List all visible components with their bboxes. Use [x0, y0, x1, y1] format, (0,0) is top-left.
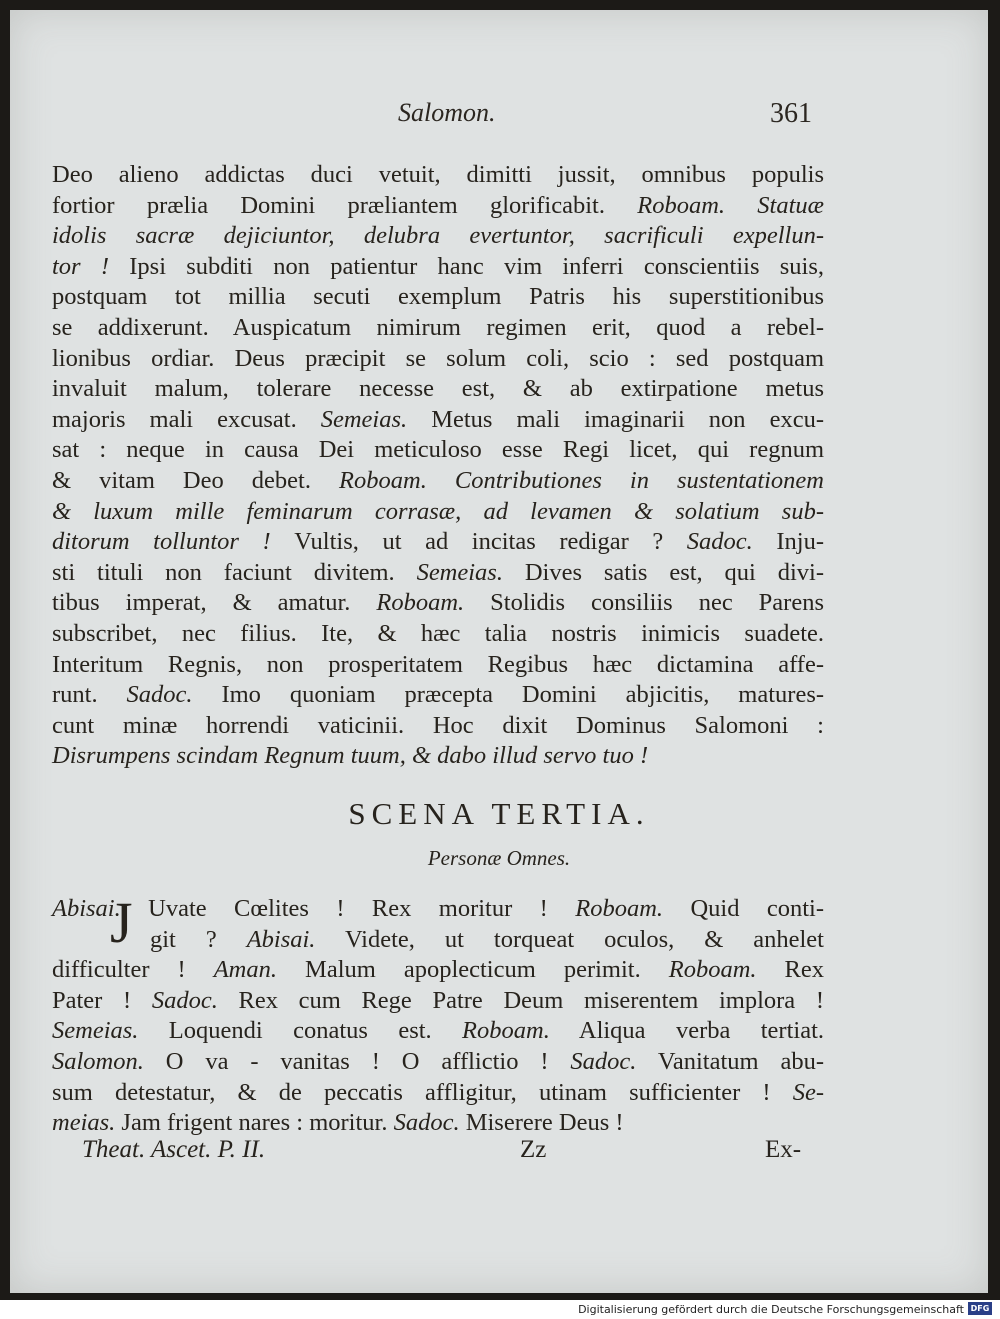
text-line [52, 344, 824, 375]
italic-segment: Sadoc. [126, 681, 193, 709]
italic-segment: Sadoc. [686, 528, 753, 556]
text-line [52, 1108, 824, 1139]
text-segment: Inju- [752, 528, 825, 556]
text-line [52, 650, 824, 681]
text-segment: Loquendi conatus est. [138, 1017, 463, 1045]
italic-segment: Roboam. [376, 589, 465, 617]
text-segment: majoris mali excusat. [52, 405, 321, 433]
text-line [52, 680, 824, 711]
text-segment: runt. [52, 681, 127, 709]
text-line [52, 435, 824, 466]
text-segment: tibus imperat, & amatur. [52, 589, 377, 617]
text-segment: Metus mali imaginarii non excu- [407, 405, 824, 433]
italic-segment: tor ! [52, 252, 130, 280]
text-line [52, 191, 824, 222]
text-segment: O va - vanitas ! O afflictio ! [143, 1047, 571, 1075]
text-line [52, 221, 824, 252]
text-line [52, 466, 824, 497]
italic-segment: idolis sacræ dejiciuntor, delubra evertuntor, sacrificuli expellun- [52, 222, 824, 250]
italic-segment: Sadoc. [570, 1047, 637, 1075]
text-line [52, 405, 824, 436]
scene-subtitle: Personæ Omnes. [427, 846, 571, 870]
italic-segment: Aman. [213, 956, 278, 984]
italic-segment: Roboam. Statuæ [637, 191, 824, 219]
text-line [52, 497, 824, 528]
italic-segment: Salomon. [52, 1047, 144, 1075]
text-segment: git ? [150, 925, 247, 953]
text-line [52, 986, 824, 1017]
text-segment: Deo alieno addictas duci vetuit, dimitti jussit, omnibus populis [52, 161, 824, 188]
italic-segment: Semeias. [416, 558, 503, 586]
text-segment: invaluit malum, tolerare necesse est, & ab extirpatione metus [52, 375, 824, 403]
text-line [52, 558, 824, 589]
text-segment: Malum apoplecticum perimit. [277, 956, 669, 984]
italic-segment: Disrumpens scindam Regnum tuum, & dabo illud servo tuo ! [52, 742, 649, 770]
text-line [52, 894, 824, 925]
text-segment: Uvate Cœlites ! Rex moritur ! [120, 895, 576, 922]
funding-credit: Digitalisierung gefördert durch die Deutsche Forschungsgemeinschaft [578, 1303, 964, 1316]
italic-segment: Roboam. Contributiones in sustentationem [339, 466, 824, 494]
text-segment: se addixerunt. Auspicatum nimirum regimen erit, quod a rebel- [52, 313, 824, 341]
text-line [52, 925, 824, 956]
text-line [52, 1047, 824, 1078]
running-title: Salomon. [398, 98, 496, 127]
scene-text [52, 890, 825, 1139]
italic-segment: meias. [52, 1109, 116, 1137]
scene-title: SCENA TERTIA. [348, 796, 650, 831]
text-segment: Rex [756, 956, 825, 984]
text-segment: postquam tot millia secuti exemplum Patris his superstitionibus [52, 283, 824, 311]
text-segment: lionibus ordiar. Deus præcipit se solum coli, scio : sed postquam [52, 344, 824, 372]
drop-cap: J [110, 890, 133, 955]
dfg-logo-icon: DFG [968, 1302, 992, 1315]
text-segment: difficulter ! [52, 956, 214, 984]
text-line [52, 527, 824, 558]
italic-segment: & luxum mille feminarum corrasæ, ad levamen & solatium sub- [52, 497, 824, 525]
text-segment: Interitum Regnis, non prosperitatem Regibus hæc dictamina affe- [52, 650, 824, 678]
text-line [52, 588, 824, 619]
page-footer [10, 1136, 988, 1176]
italic-segment: Semeias. [320, 405, 408, 433]
text-segment: Pater ! [52, 986, 152, 1014]
text-line [52, 741, 824, 772]
italic-segment: Abisai. [246, 925, 316, 953]
text-segment: Miserere Deus ! [459, 1109, 624, 1137]
text-segment: Vultis, ut ad incitas redigar ? [294, 528, 687, 556]
text-line [52, 1016, 824, 1047]
italic-segment: Sadoc. [393, 1109, 460, 1137]
italic-segment: ditorum tolluntor ! [52, 528, 295, 556]
italic-segment: Roboam. [462, 1017, 550, 1045]
signature-mark: Theat. Ascet. P. II. [82, 1136, 266, 1163]
text-line [52, 282, 824, 313]
italic-segment: Se- [792, 1078, 824, 1106]
sheet-mark: Zz [520, 1136, 547, 1163]
text-line [52, 619, 824, 650]
text-segment: sti tituli non faciunt divitem. [52, 558, 417, 586]
text-line [52, 160, 824, 191]
text-line [52, 711, 824, 742]
italic-segment: Sadoc. [151, 986, 218, 1014]
body-text [52, 160, 824, 772]
italic-segment: Semeias. [52, 1017, 139, 1045]
text-segment: Imo quoniam præcepta Domini abjicitis, matures- [192, 681, 825, 709]
text-segment: & vitam Deo debet. [52, 466, 340, 494]
text-segment: Rex cum Rege Patre Deum miserentem implora ! [217, 986, 824, 1014]
text-segment: Quid conti- [663, 895, 824, 922]
text-segment: Vanitatum abu- [636, 1047, 825, 1075]
text-segment: Jam frigent nares : moritur. [115, 1109, 394, 1137]
text-segment: sum detestatur, & de peccatis affligitur, utinam sufficienter ! [52, 1078, 793, 1106]
text-segment: Dives satis est, qui divi- [502, 558, 824, 586]
text-segment: sat : neque in causa Dei meticuloso esse Regi licet, qui regnum [52, 436, 824, 464]
text-line [52, 955, 824, 986]
text-line [52, 374, 824, 405]
text-segment: Ipsi subditi non patientur hanc vim inferri conscientiis suis, [129, 252, 825, 280]
page-number: 361 [770, 98, 812, 129]
text-line [52, 1078, 824, 1109]
text-line [52, 252, 824, 283]
text-segment: fortior prælia Domini præliantem glorificabit. [52, 191, 638, 219]
text-segment: Stolidis consiliis nec Parens [464, 589, 824, 617]
italic-segment: Abisai. [52, 895, 121, 922]
text-segment: subscribet, nec filius. Ite, & hæc talia nostris inimicis suadete. [52, 619, 824, 647]
catchword: Ex- [765, 1136, 802, 1163]
italic-segment: Roboam. [575, 895, 664, 922]
text-segment: Aliqua verba tertiat. [549, 1017, 824, 1045]
running-head [10, 98, 988, 138]
book-page [10, 10, 988, 1293]
italic-segment: Roboam. [668, 956, 757, 984]
text-segment: cunt minæ horrendi vaticinii. Hoc dixit Dominus Salomoni : [52, 711, 824, 739]
text-line [52, 313, 824, 344]
text-segment: Videte, ut torqueat oculos, & anhelet [315, 925, 824, 953]
